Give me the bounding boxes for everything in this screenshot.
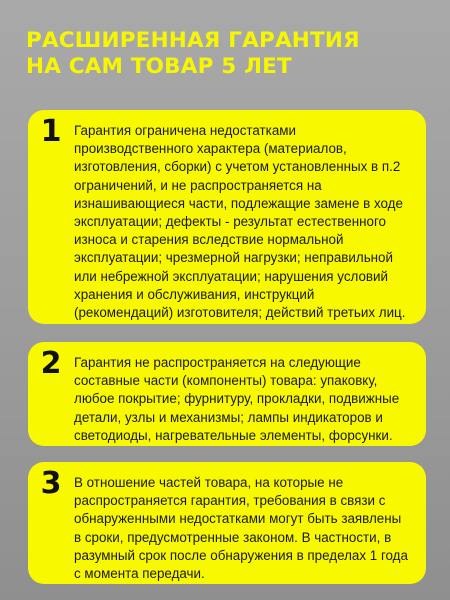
warranty-card-1 [28,110,426,324]
text-line: изготовления, сборки) с учетом установленных в п.2 [74,159,401,175]
text-line: ограничений, и не распространяется на [74,177,322,193]
text-line: детали, узлы и механизмы; лампы индикаторов и [74,409,383,425]
page-title-line-2: НА САМ ТОВАР 5 ЛЕТ [26,54,292,79]
text-line: Гарантия не распространяется на следующие [74,355,361,370]
text-line: эксплуатации; дефекты - результат естественного [74,214,386,230]
card-number: 3 [40,466,62,501]
page-title [26,28,436,80]
text-line: (рекомендаций) изготовителя; действий третьих лиц. [74,305,406,321]
text-line: в сроки, предусмотренные законом. В частности, в [74,529,392,545]
text-line: распространяется гарантия, требования в связи с [74,493,386,509]
card-number: 2 [40,346,62,381]
text-line: составные части (компоненты) товара: упаковку, [74,373,378,389]
page-title-line-1: РАСШИРЕННАЯ ГАРАНТИЯ [26,28,360,53]
warranty-card-2 [28,342,426,446]
text-line: разумный срок после обнаружения в пределах 1 года [74,547,408,563]
text-line: изнашивающиеся части, подлежащие замене в ходе [74,195,403,211]
text-line: светодиоды, нагревательные элементы, форсунки. [74,427,393,443]
text-line: эксплуатации; чрезмерной нагрузки; неправильной [74,250,393,266]
text-line: обнаруженными недостатками могут быть заявлены [74,511,402,527]
text-line: износа и старения вследствие нормальной [74,232,344,248]
text-line: с момента передачи. [74,566,205,582]
text-line: производственного характера (материалов, [74,141,347,157]
text-line: любое покрытие; фурнитуру, прокладки, подвижные [74,391,400,407]
text-line: хранения и обслуживания, инструкций [74,286,315,302]
card-text [74,474,419,583]
warranty-card-3 [28,462,426,584]
card-text [74,122,419,322]
text-line: В отношение частей товара, на которые не [74,475,344,490]
text-line: или небрежной эксплуатации; нарушения условий [74,268,388,284]
card-text [74,354,419,445]
card-number: 1 [40,114,62,149]
text-line: Гарантия ограничена недостатками [74,123,296,138]
